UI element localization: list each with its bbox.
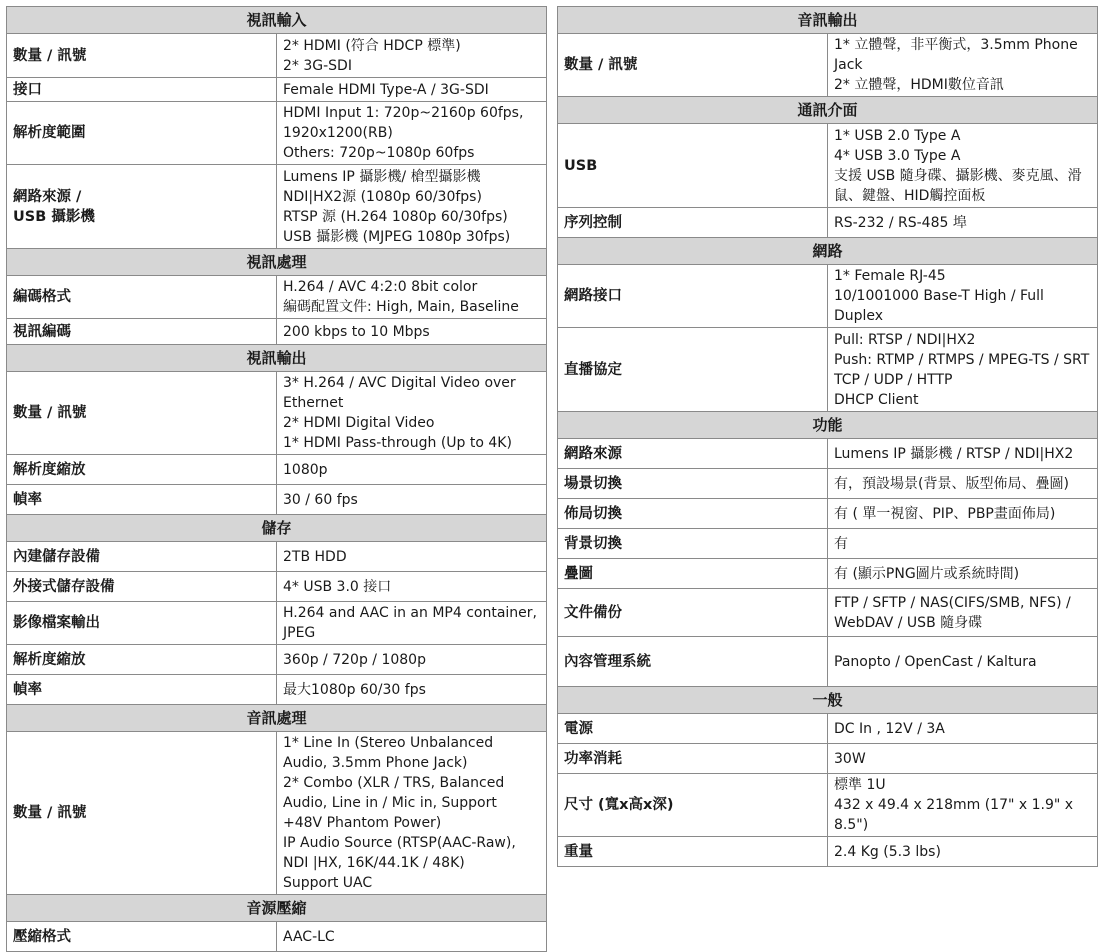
spec-row (558, 265, 1098, 328)
spec-row (7, 922, 547, 952)
spec-row (558, 774, 1098, 837)
spec-label: 功率消耗 (558, 744, 828, 774)
section-title: 視訊輸出 (7, 345, 547, 372)
spec-row (558, 559, 1098, 589)
spec-value: AAC-LC (277, 922, 547, 952)
section-header-row (558, 7, 1098, 34)
spec-row (7, 732, 547, 895)
spec-value: 有，預設場景(背景、版型佈局、疊圖) (828, 469, 1098, 499)
spec-row (558, 529, 1098, 559)
spec-value: 30 / 60 fps (277, 485, 547, 515)
spec-value: Lumens IP 攝影機 / RTSP / NDI|HX2 (828, 439, 1098, 469)
spec-value: 2* HDMI (符合 HDCP 標準) 2* 3G-SDI (277, 34, 547, 78)
spec-label: 幀率 (7, 485, 277, 515)
spec-label: 電源 (558, 714, 828, 744)
spec-row (7, 675, 547, 705)
spec-label: 序列控制 (558, 208, 828, 238)
spec-label: 內建儲存設備 (7, 542, 277, 572)
spec-value: 1080p (277, 455, 547, 485)
spec-row (558, 499, 1098, 529)
spec-label: 外接式儲存設備 (7, 572, 277, 602)
section-title: 視訊處理 (7, 249, 547, 276)
section-header-row (558, 412, 1098, 439)
spec-value: H.264 / AVC 4:2:0 8bit color 編碼配置文件: High, Main, Baseline (277, 276, 547, 319)
spec-value: Pull: RTSP / NDI|HX2 Push: RTMP / RTMPS / MPEG-TS / SRT TCP / UDP / HTTP DHCP Client (828, 328, 1098, 412)
spec-row (7, 645, 547, 675)
spec-row (7, 165, 547, 249)
spec-row (7, 542, 547, 572)
section-title: 音訊處理 (7, 705, 547, 732)
spec-label: 網路接口 (558, 265, 828, 328)
spec-row (558, 469, 1098, 499)
spec-value: 有 (828, 529, 1098, 559)
spec-label: 幀率 (7, 675, 277, 705)
spec-label: 網路來源 / USB 攝影機 (7, 165, 277, 249)
spec-value: FTP / SFTP / NAS(CIFS/SMB, NFS) / WebDAV / USB 隨身碟 (828, 589, 1098, 637)
spec-label: 數量 / 訊號 (7, 732, 277, 895)
spec-value: 有 (顯示PNG圖片或系統時間) (828, 559, 1098, 589)
spec-table-right (557, 6, 1098, 867)
spec-label: 編碼格式 (7, 276, 277, 319)
spec-row (558, 208, 1098, 238)
spec-row (558, 744, 1098, 774)
spec-table (6, 6, 547, 952)
section-header-row (7, 7, 547, 34)
spec-label: 網路來源 (558, 439, 828, 469)
spec-value: H.264 and AAC in an MP4 container, JPEG (277, 602, 547, 645)
spec-value: 1* Line In (Stereo Unbalanced Audio, 3.5mm Phone Jack) 2* Combo (XLR / TRS, Balanced Audio, Line in / Mic in, Support +48V Phantom Power) IP Audio Source (RTSP(AAC-Raw), NDI |HX, 16K/44.1K / 48K) Support UAC (277, 732, 547, 895)
spec-row (558, 328, 1098, 412)
spec-row (7, 34, 547, 78)
spec-label: 解析度範圍 (7, 102, 277, 165)
spec-row (558, 589, 1098, 637)
section-title: 通訊介面 (558, 97, 1098, 124)
spec-label: 數量 / 訊號 (7, 372, 277, 455)
spec-value: 1* USB 2.0 Type A 4* USB 3.0 Type A 支援 USB 隨身碟、攝影機、麥克風、滑鼠、鍵盤、HID觸控面板 (828, 124, 1098, 208)
spec-value: Panopto / OpenCast / Kaltura (828, 637, 1098, 687)
spec-label: 文件備份 (558, 589, 828, 637)
section-header-row (558, 97, 1098, 124)
spec-value: 30W (828, 744, 1098, 774)
spec-label: 背景切換 (558, 529, 828, 559)
section-header-row (558, 687, 1098, 714)
section-header-row (7, 345, 547, 372)
spec-row (7, 572, 547, 602)
section-title: 功能 (558, 412, 1098, 439)
spec-value: Lumens IP 攝影機/ 槍型攝影機 NDI|HX2源 (1080p 60/30fps) RTSP 源 (H.264 1080p 60/30fps) USB 攝影機 (MJPEG 1080p 30fps) (277, 165, 547, 249)
spec-row (558, 837, 1098, 867)
spec-row (558, 124, 1098, 208)
spec-label: USB (558, 124, 828, 208)
spec-value: 1* Female RJ-45 10/1001000 Base-T High / Full Duplex (828, 265, 1098, 328)
section-title: 網路 (558, 238, 1098, 265)
spec-label: 壓縮格式 (7, 922, 277, 952)
spec-value: 3* H.264 / AVC Digital Video over Ethernet 2* HDMI Digital Video 1* HDMI Pass-through (Up to 4K) (277, 372, 547, 455)
spec-value: Female HDMI Type-A / 3G-SDI (277, 78, 547, 102)
spec-value: 360p / 720p / 1080p (277, 645, 547, 675)
spec-label: 重量 (558, 837, 828, 867)
spec-row (7, 372, 547, 455)
spec-value: 最大1080p 60/30 fps (277, 675, 547, 705)
spec-label: 數量 / 訊號 (558, 34, 828, 97)
spec-row (558, 714, 1098, 744)
section-header-row (558, 238, 1098, 265)
spec-row (7, 319, 547, 345)
spec-value: DC In , 12V / 3A (828, 714, 1098, 744)
spec-value: 2TB HDD (277, 542, 547, 572)
section-title: 一般 (558, 687, 1098, 714)
section-header-row (7, 515, 547, 542)
spec-label: 佈局切換 (558, 499, 828, 529)
section-header-row (7, 895, 547, 922)
section-title: 儲存 (7, 515, 547, 542)
spec-label: 影像檔案輸出 (7, 602, 277, 645)
spec-row (7, 78, 547, 102)
spec-label: 數量 / 訊號 (7, 34, 277, 78)
spec-value: 標準 1U 432 x 49.4 x 218mm (17" x 1.9" x 8.5") (828, 774, 1098, 837)
spec-row (7, 602, 547, 645)
spec-value: 2.4 Kg (5.3 lbs) (828, 837, 1098, 867)
spec-value: HDMI Input 1: 720p~2160p 60fps, 1920x1200(RB) Others: 720p~1080p 60fps (277, 102, 547, 165)
section-title: 音源壓縮 (7, 895, 547, 922)
spec-label: 內容管理系統 (558, 637, 828, 687)
spec-label: 尺寸 (寬x高x深) (558, 774, 828, 837)
spec-row (7, 455, 547, 485)
section-title: 視訊輸入 (7, 7, 547, 34)
spec-value: 4* USB 3.0 接口 (277, 572, 547, 602)
spec-row (7, 276, 547, 319)
spec-row (7, 485, 547, 515)
section-title: 音訊輸出 (558, 7, 1098, 34)
spec-label: 接口 (7, 78, 277, 102)
spec-value: RS-232 / RS-485 埠 (828, 208, 1098, 238)
spec-label: 疊圖 (558, 559, 828, 589)
spec-table-left (6, 6, 547, 952)
spec-row (7, 102, 547, 165)
spec-row (558, 34, 1098, 97)
spec-row (558, 637, 1098, 687)
spec-label: 解析度縮放 (7, 455, 277, 485)
section-header-row (7, 249, 547, 276)
spec-label: 直播協定 (558, 328, 828, 412)
spec-row (558, 439, 1098, 469)
section-header-row (7, 705, 547, 732)
spec-value: 有 ( 單一視窗、PIP、PBP畫面佈局) (828, 499, 1098, 529)
spec-label: 視訊編碼 (7, 319, 277, 345)
spec-value: 200 kbps to 10 Mbps (277, 319, 547, 345)
spec-label: 場景切換 (558, 469, 828, 499)
spec-table (557, 6, 1098, 867)
spec-value: 1* 立體聲，非平衡式，3.5mm Phone Jack 2* 立體聲，HDMI數位音訊 (828, 34, 1098, 97)
spec-label: 解析度縮放 (7, 645, 277, 675)
